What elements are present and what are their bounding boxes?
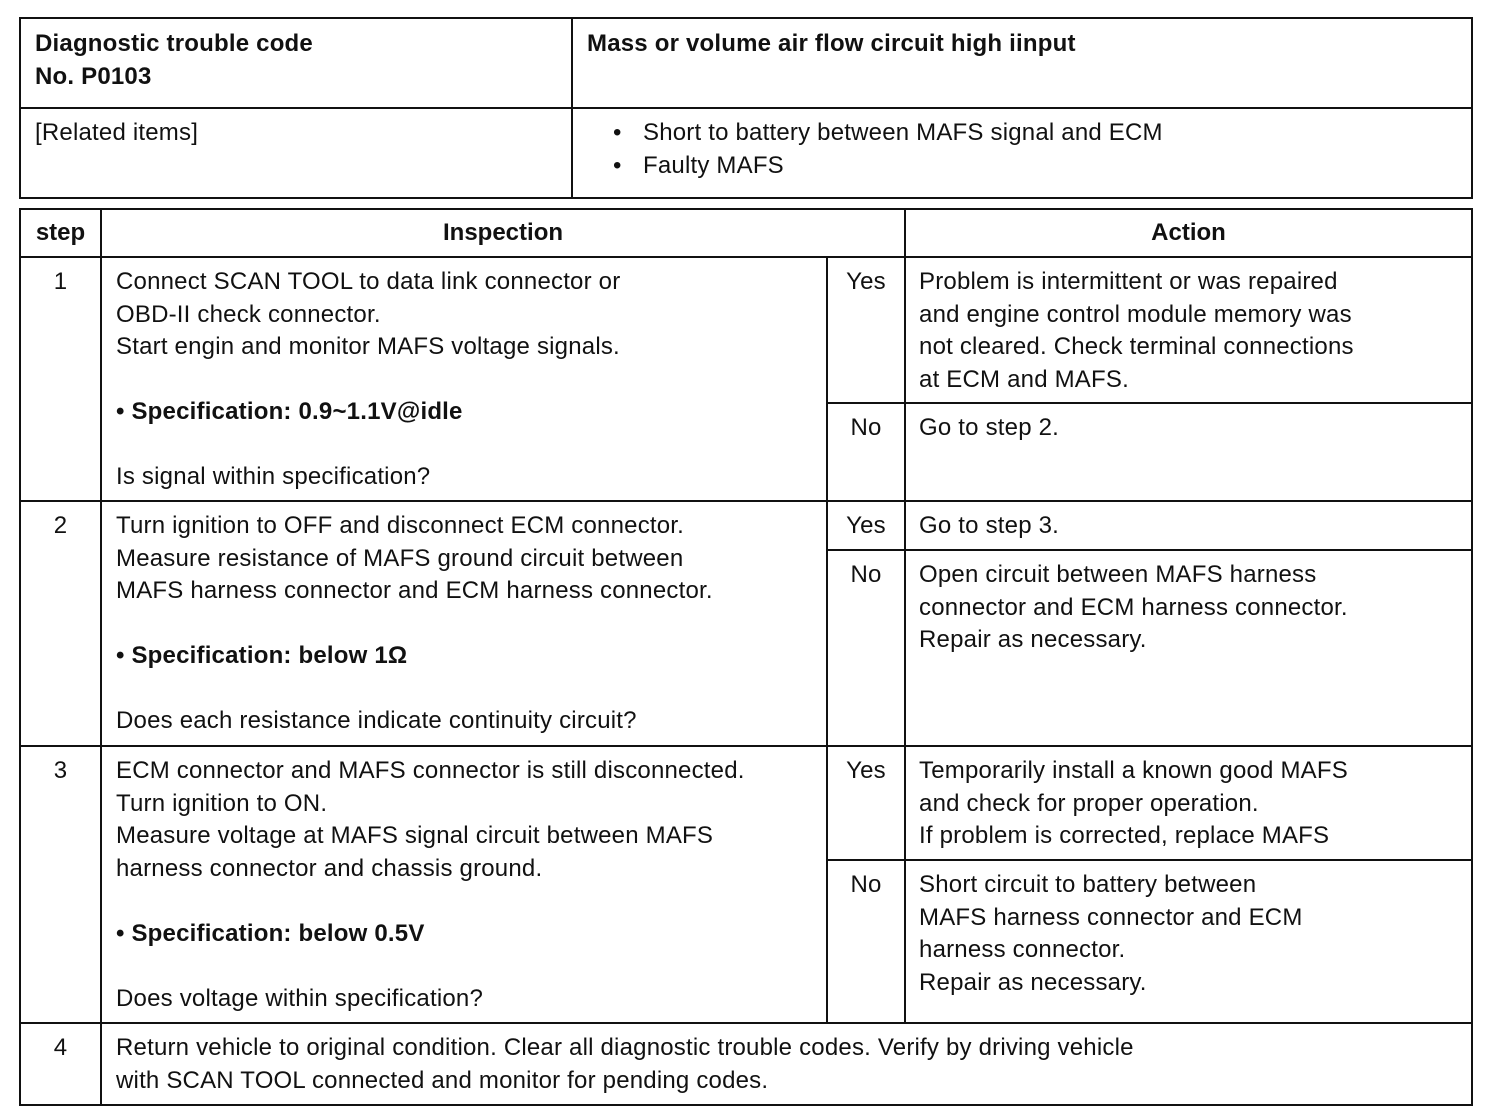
inspection-line: ECM connector and MAFS connector is still disconnected. [116,757,745,784]
step-4-instruction [101,1023,1472,1105]
procedure-header-row [20,209,1472,257]
inspection-line: Measure resistance of MAFS ground circuit between [116,544,684,572]
action-line: harness connector. [919,936,1126,963]
action-line: MAFS harness connector and ECM [919,903,1303,931]
inspection-line: Connect SCAN TOOL to data link connector or [116,268,621,295]
step-1-no-action [905,403,1472,501]
inspection-line: MAFS harness connector and ECM harness connector. [116,577,713,604]
dtc-header-row [20,18,1472,108]
action-line: and check for proper operation. [919,789,1259,817]
inspection-column-header: Inspection [101,209,905,257]
action-line: Temporarily install a known good MAFS [919,757,1348,784]
step-3-no-action [905,860,1472,1023]
action-line: connector and ECM harness connector. [919,593,1348,621]
step-2-yes-row [20,501,1472,550]
step-1-yes-row [20,257,1472,403]
specification: • Specification: 0.9~1.1V@idle [116,398,463,425]
step-number: 2 [20,501,101,746]
inspection-line: Turn ignition to ON. [116,789,328,817]
action-column-header: Action [905,209,1472,257]
no-label: No [827,550,905,746]
dtc-code-label: Diagnostic trouble code [35,30,313,57]
action-line: Go to step 2. [919,414,1060,441]
action-line: and engine control module memory was [919,300,1352,328]
related-items-list [613,117,1471,182]
action-line: Repair as necessary. [919,968,1147,996]
step-number: 1 [20,257,101,501]
no-label: No [827,860,905,1023]
yes-label: Yes [827,257,905,403]
action-line: Problem is intermittent or was repaired [919,268,1338,295]
related-items-label-cell [20,108,572,198]
step-3-inspection [101,746,827,1023]
yes-label: Yes [827,746,905,860]
action-line: Go to step 3. [919,512,1060,539]
specification: • Specification: below 0.5V [116,919,425,947]
step-3-yes-action [905,746,1472,860]
related-items-row [20,108,1472,198]
related-items-cell [572,108,1472,198]
dtc-header-table [19,17,1473,199]
action-line: Short circuit to battery between [919,871,1257,898]
step-3-yes-row [20,746,1472,860]
inspection-line: Measure voltage at MAFS signal circuit between MAFS [116,822,714,849]
action-line: at ECM and MAFS. [919,365,1129,393]
step-number: 3 [20,746,101,1023]
action-line: not cleared. Check terminal connections [919,333,1354,360]
step-column-header: step [20,209,101,257]
inspection-question: Does each resistance indicate continuity circuit? [116,707,637,734]
inspection-line: Turn ignition to OFF and disconnect ECM connector. [116,512,685,539]
inspection-line: harness connector and chassis ground. [116,854,543,882]
no-label: No [827,403,905,501]
related-item: • Faulty MAFS [613,150,1471,183]
action-line: Open circuit between MAFS harness [919,561,1317,588]
specification: • Specification: below 1Ω [116,642,408,669]
step-1-yes-action [905,257,1472,403]
final-line: with SCAN TOOL connected and monitor for pending codes. [116,1066,769,1094]
inspection-question: Is signal within specification? [116,463,431,490]
step-2-no-action [905,550,1472,746]
step-2-yes-action [905,501,1472,550]
yes-label: Yes [827,501,905,550]
dtc-code-number: No. P0103 [35,62,152,90]
inspection-line: OBD-II check connector. [116,300,381,328]
dtc-code-cell [20,18,572,108]
dtc-title: Mass or volume air flow circuit high iinput [587,30,1076,57]
step-1-inspection [101,257,827,501]
final-line: Return vehicle to original condition. Clear all diagnostic trouble codes. Verify by driving vehicle [116,1034,1134,1061]
dtc-title-cell [572,18,1472,108]
step-4-row [20,1023,1472,1105]
related-item: • Short to battery between MAFS signal and ECM [613,117,1471,150]
inspection-question: Does voltage within specification? [116,984,483,1012]
procedure-table [19,208,1473,1106]
step-number: 4 [20,1023,101,1105]
action-line: If problem is corrected, replace MAFS [919,822,1330,849]
inspection-line: Start engin and monitor MAFS voltage signals. [116,333,620,360]
related-items-label: [Related items] [35,119,199,146]
step-2-inspection [101,501,827,746]
action-line: Repair as necessary. [919,626,1147,653]
